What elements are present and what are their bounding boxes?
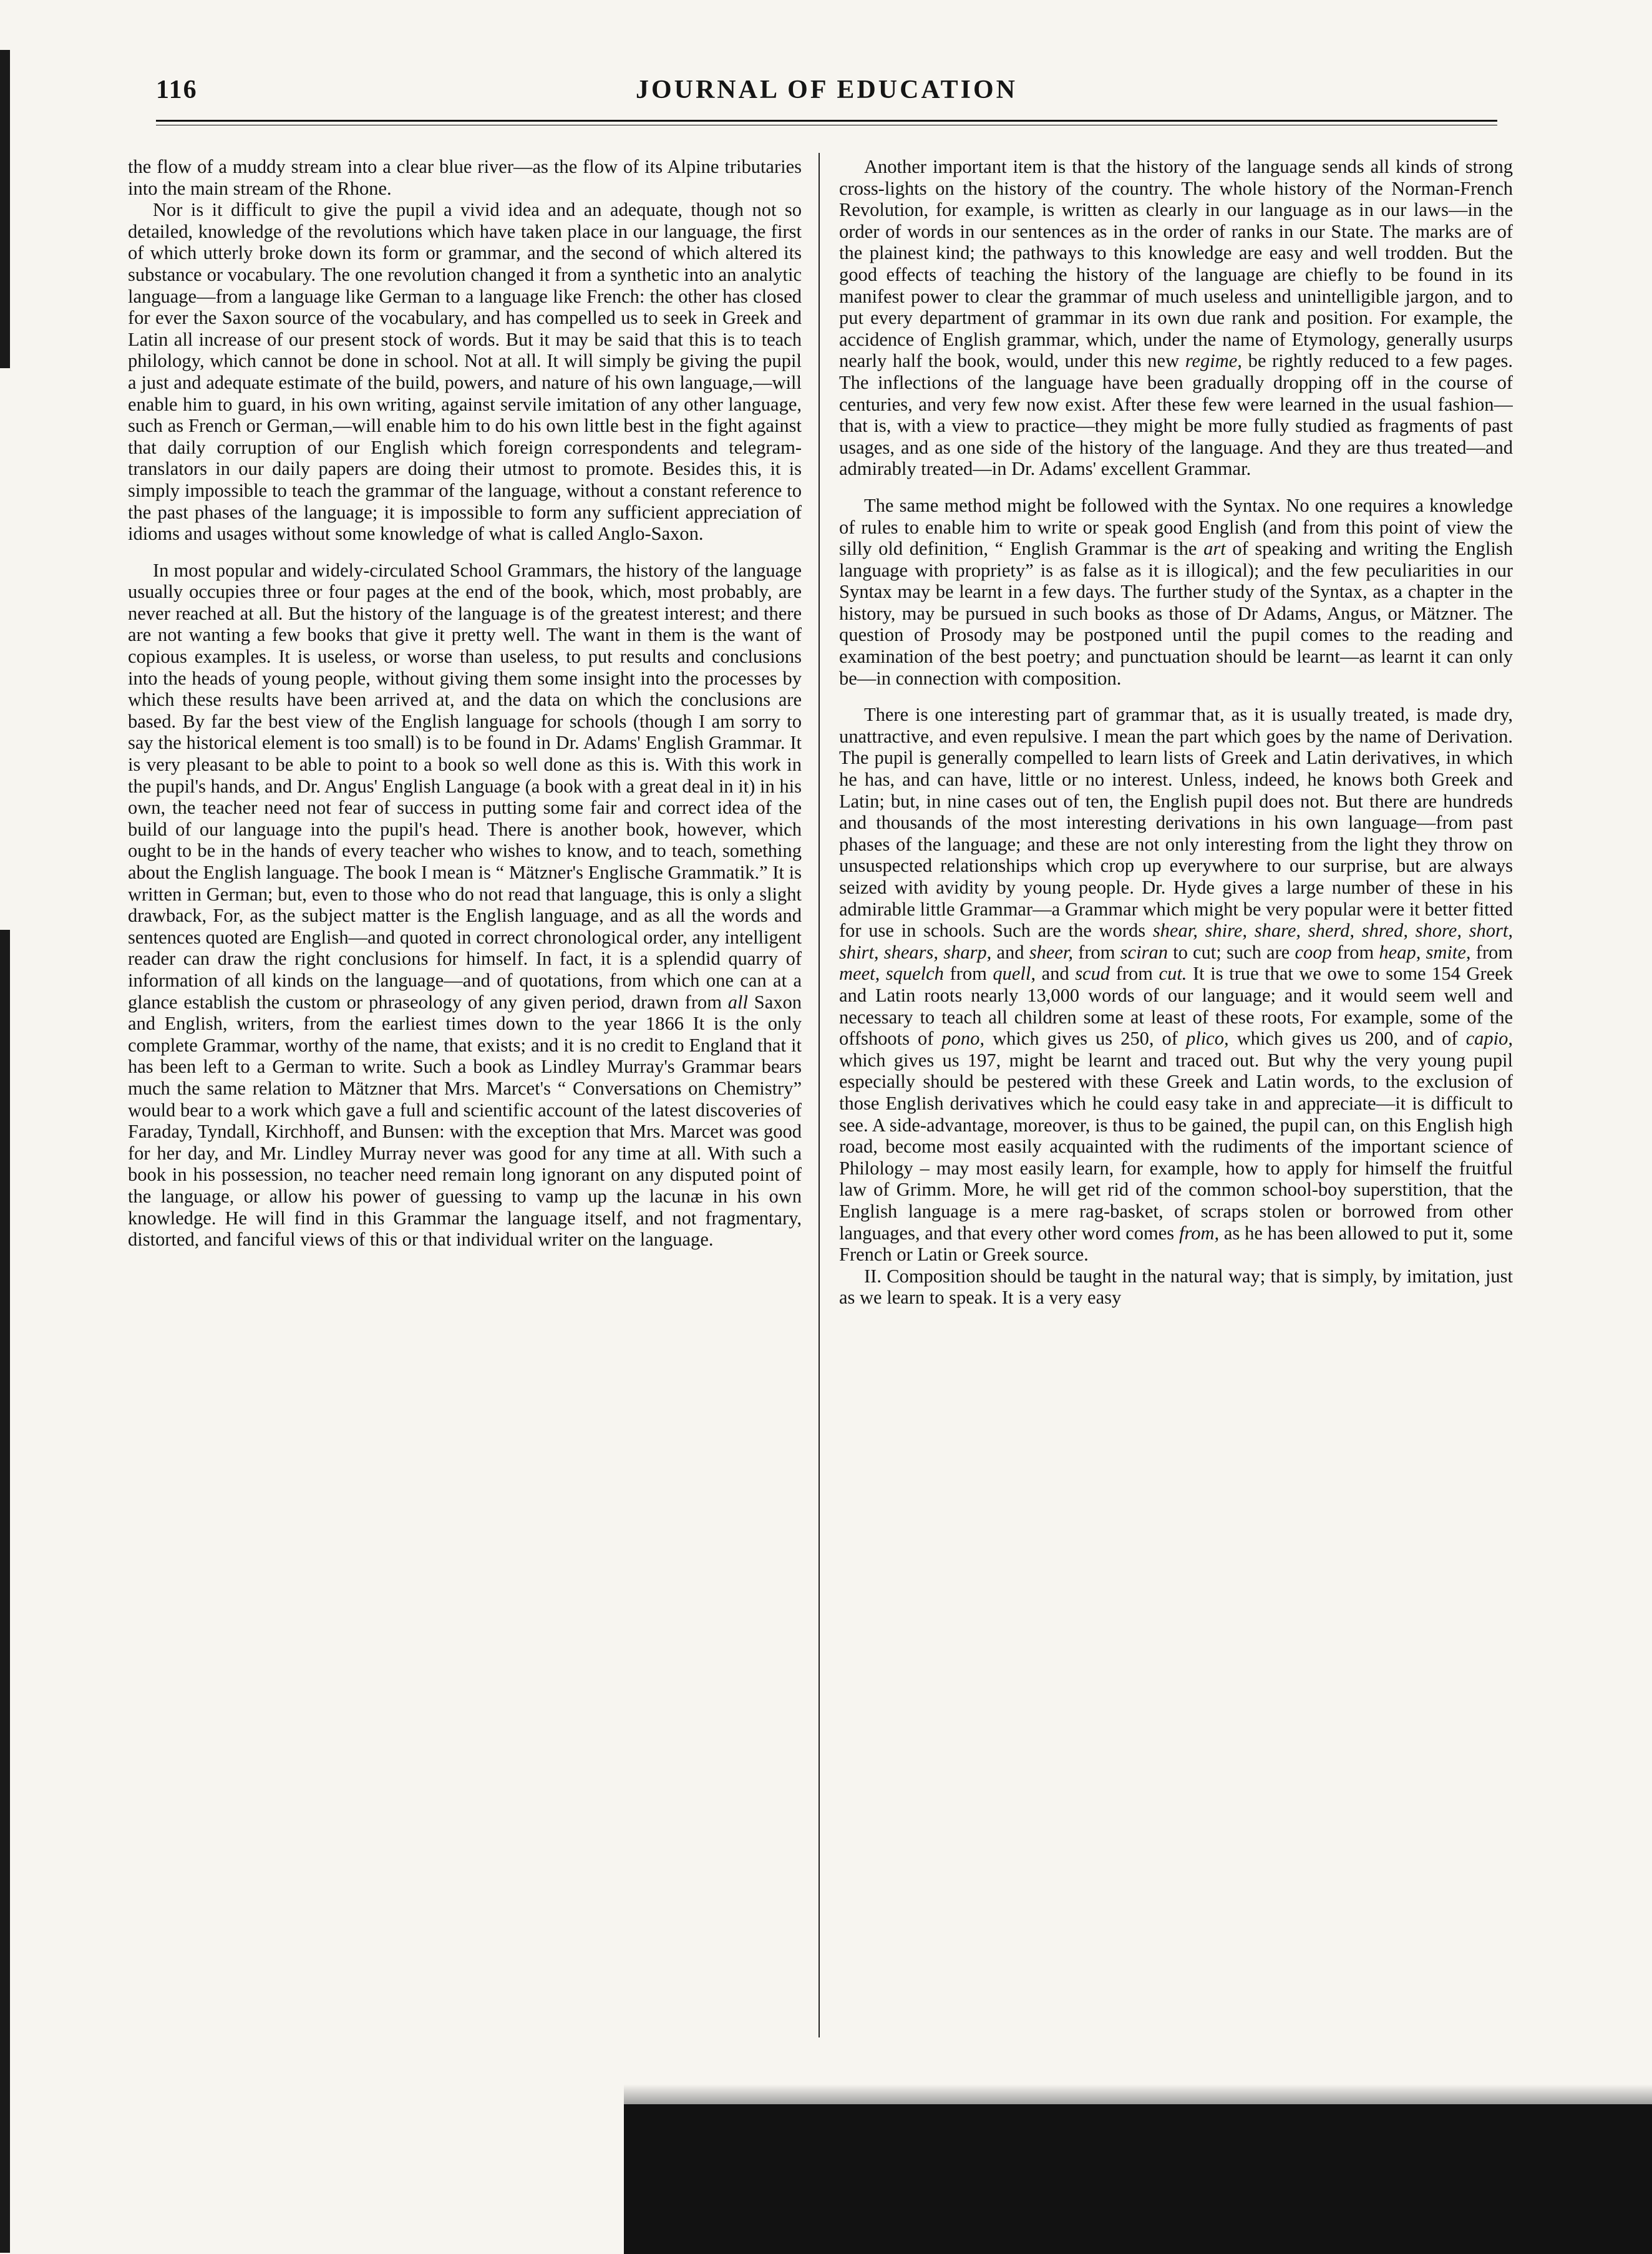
scan-shadow-band (624, 2104, 1652, 2254)
left-column (128, 156, 802, 2041)
right-paragraph-2-rest: of speaking and writing the English language with propriety” is as false as it is illogical); and the few peculiarities in our Syntax may be learnt in a few days. The further study of the Syntax, as a chapter in the history, may be pursued in such books as those of Dr Adams, Angus, or Mätzner. The question of Prosody may be postponed until the pupil comes to the reading and examination of the best poetry; and punctuation should be learnt—as learnt it can only be—in connection with composition. (839, 538, 1513, 689)
right-paragraph-3-text: There is one interesting part of grammar that, as it is usually treated, is made dry, unattractive, and even repulsive. I mean the part which goes by the name of Derivation. The pupil is generally compelled to learn lists of Greek and Latin derivatives, in which he has, and can have, little or no interest. Unless, indeed, he knows both Greek and Latin; but, in nine cases out of ten, the English pupil does not. But there are hundreds and thousands of the most interesting derivations in his own language—from past phases of the language; and these are not only interesting from the light they throw on unsuspected relationships which crop up everywhere to our surprise, but are always seized with avidity by young people. Dr. Hyde gives a large number of these in his admirable little Grammar—a Grammar which might be very popular were it better fitted for use in schools. Such are the words (839, 704, 1513, 942)
right-paragraph-3-coop: coop (1295, 941, 1332, 963)
right-column (839, 156, 1513, 2041)
right-paragraph-3-tocut: to cut; such are (1167, 941, 1295, 963)
right-paragraph-3-capio: capio, (1465, 1028, 1513, 1050)
right-paragraph-3-plico: plico, (1185, 1028, 1229, 1050)
right-paragraph-3-scud: scud (1075, 963, 1110, 985)
right-paragraph-3-heap: heap, smite, (1379, 941, 1471, 963)
left-paragraph-3-text: In most popular and widely-circulated School Grammars, the history of the language usually occupies three or four pages at the end of the book, which, most probably, are never reached at all. But the history of the language is of the greatest interest; and there are not wanting a few books that give it pretty well. The want in them is the want of copious examples. It is useless, or worse than useless, to put results and conclusions into the heads of young people, without giving them some insight into the processes by which these results have been arrived at, and the data on which the conclusions are based. By far the best view of the English language for schools (though I am sorry to say the historical element is too small) is to be found in Dr. Adams' English Grammar. It is very pleasant to be able to point to a book so well done as this is. With this work in the pupil's hands, and Dr. Angus' English Language (a book with a great deal in it) in his own, the teacher need not fear of success in putting some fair and correct idea of the build of our language into the pupil's head. There is another book, however, which ought to be in the hands of every teacher who wishes to know, and to teach, something about the English language. The book I mean is “ Mätzner's Englische Grammatik.” It is written in German; but, even to those who do not read that language, this is only a slight drawback, For, as the subject matter is the English language, and as all the words and sentences quoted are English—and quoted in correct chronological order, any intelligent reader can draw the right conclusions for himself. In fact, it is a splendid quarry of information of all kinds on the language—and of quotations, from which one can at a glance establish the custom or phraseology of any given period, drawn from (128, 559, 802, 1013)
right-paragraph-3-meet: meet, squelch (839, 963, 944, 985)
right-paragraph-1 (839, 156, 1513, 480)
right-paragraph-3-from2: from (1331, 941, 1379, 963)
right-paragraph-3-sheer: sheer, (1029, 941, 1074, 963)
right-paragraph-3-from-it: from, (1179, 1222, 1220, 1244)
right-paragraph-3-rest2: which gives us 250, of (984, 1028, 1186, 1050)
right-paragraph-1-rest: be rightly reduced to a few pages. The inflections of the language have been gradually dropping off in the course of centuries, and very few now exist. After these few were learned in the usual fashion—that is, with a view to practice—they might be more fully studied as fragments of past usages, and as one side of the history of the language. And they are thus treated—and admirably treated—in Dr. Adams' excellent Grammar. (839, 350, 1513, 480)
running-title: JOURNAL OF EDUCATION (635, 76, 1018, 104)
right-paragraph-2-text: The same method might be followed with the Syntax. No one requires a knowledge of rules to enable him to write or speak good English (and from this point of view the silly old definition, “ English Grammar is the (839, 494, 1513, 560)
left-paragraph-3-emphasis-all: all (727, 991, 748, 1013)
right-paragraph-3-rest3: which gives us 200, and of (1228, 1028, 1466, 1050)
right-paragraph-3-rest5: as he has been allowed to put it, some French or Latin or Greek source. (839, 1222, 1513, 1266)
right-paragraph-3-quell: quell, (993, 963, 1036, 985)
page-header (156, 75, 1497, 112)
right-paragraph-4: II. Composition should be taught in the natural way; that is simply, by imitation, just as we learn to speak. It is a very easy (839, 1265, 1513, 1309)
right-paragraph-3-cut: cut. (1159, 963, 1187, 985)
right-paragraph-3-rest1: It is true that we owe to some 154 Greek and Latin roots nearly 13,000 words of our language; and it would seem well and necessary to teach all children some at least of these roots, For example, some of the offshoots of (839, 963, 1513, 1050)
column-divider (819, 153, 820, 2037)
right-paragraph-3-and: and (991, 941, 1029, 963)
binding-gap (0, 368, 10, 930)
right-paragraph-2 (839, 495, 1513, 689)
right-paragraph-1-emphasis-regime: regime, (1185, 350, 1242, 372)
right-paragraph-3-pono: pono, (941, 1028, 985, 1050)
left-paragraph-3-rest: Saxon and English, writers, from the earliest times down to the year 1866 It is the only complete Grammar, worthy of the name, that exists; and it is no credit to England that it has been left to a German to write. Such a book as Lindley Murray's Grammar bears much the same relation to Mätzner that Mrs. Marcet's “ Conversations on Chemistry” would bear to a work which gave a full and scientific account of the latest discoveries of Faraday, Tyndall, Kirchhoff, and Bunsen: with the exception that Mrs. Marcet was good for her day, and Mr. Lindley Murray never was good for any time at all. With such a book in his possession, no teacher need remain long ignorant on any disputed point of the language, or allow his power of guessing to vamp up the lacunæ in his own knowledge. He will find in this Grammar the language itself, and not fragmentary, distorted, and fanciful views of this or that individual writer on the language. (128, 991, 802, 1251)
left-paragraph-3 (128, 560, 802, 1251)
right-paragraph-3-and2: and (1036, 963, 1076, 985)
left-paragraph-2: Nor is it difficult to give the pupil a vivid idea and an adequate, though not so detailed, knowledge of the revolutions which have taken place in our language, the first of which utterly broke down its form or grammar, and the second of which altered its substance or vocabulary. The one revolution changed it from a synthetic into an analytic language—from a language like German to a language like French: the other has closed for ever the Saxon source of the vocabulary, and has compelled us to seek in Greek and Latin all increase of our present stock of words. But it may be said that this is to teach philology, which cannot be done in school. Not at all. It will simply be giving the pupil a just and adequate estimate of the build, powers, and nature of his own language,—will enable him to guard, in his own writing, against servile imitation of any other language, such as French or German,—will enable him to do his own little best in the fight against that daily corruption of our English which foreign correspondents and telegram-translators in our daily papers are doing their utmost to promote. Besides this, it is simply impossible to teach the grammar of the language, without a constant reference to the past phases of the language; it is impossible to form any sufficient appreciation of idioms and usages without some knowledge of what is called Anglo-Saxon. (128, 199, 802, 545)
right-paragraph-3-from: from (1073, 941, 1120, 963)
right-paragraph-2-emphasis-art: art (1203, 538, 1226, 560)
right-paragraph-3-from4: from (943, 963, 993, 985)
right-paragraph-3-from3: from (1470, 941, 1513, 963)
left-paragraph-1: the flow of a muddy stream into a clear blue river—as the flow of its Alpine tributaries into the main stream of the Rhone. (128, 156, 802, 199)
right-paragraph-3-rest4: which gives us 197, might be learnt and traced out. But why the very young pupil especially should be pestered with these Greek and Latin words, to the exclusion of those English derivatives which he could easy take in and appreciate—it is difficult to see. A side-advantage, moreover, is thus to be gained, the pupil can, on this English high road, become most easily acquainted with the rudiments of the important science of Philology – may most easily learn, for example, how to apply for himself the fruitful law of Grimm. More, he will get rid of the common school-boy superstition, that the English language is a mere rag-basket, of scraps stolen or borrowed from other languages, and that every other word comes (839, 1049, 1513, 1244)
right-paragraph-3-from5: from (1110, 963, 1159, 985)
header-rule (156, 120, 1497, 125)
right-paragraph-3-sciran: sciran (1120, 941, 1168, 963)
right-paragraph-3 (839, 704, 1513, 1265)
page-number: 116 (156, 76, 198, 104)
right-paragraph-1-text: Another important item is that the history of the language sends all kinds of strong cross-lights on the history of the country. The whole history of the Norman-French Revolution, for example, is written as clearly in our language as in our laws—in the order of words in our sentences as in the order of ranks in our State. The marks are of the plainest kind; the pathways to this knowledge are easy and well trodden. But the good effects of teaching the history of the language are chiefly to be found in its manifest power to clear the grammar of much useless and unintelligible jargon, and to put every department of grammar in its own due rank and position. For example, the accidence of English grammar, which, under the name of Etymology, generally usurps nearly half the book, would, under this new (839, 156, 1513, 372)
right-paragraph-3-words: shear, shire, share, sherd, shred, shore, short, shirt, shears, sharp, (839, 920, 1513, 963)
